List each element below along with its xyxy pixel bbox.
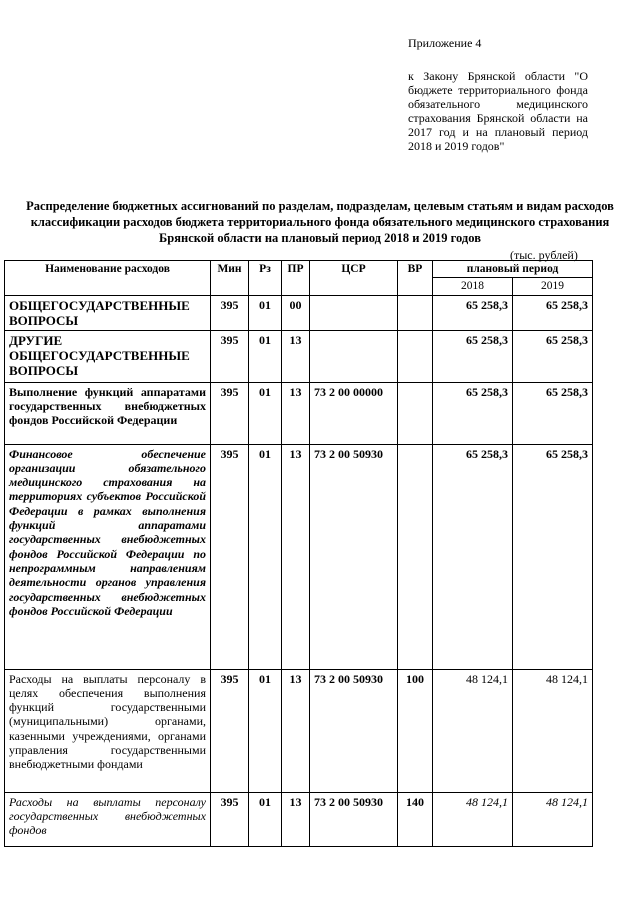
- appendix-label: Приложение 4: [408, 36, 482, 50]
- row-rz: 01: [249, 444, 282, 669]
- table-row: [5, 382, 593, 444]
- row-csr: [310, 330, 398, 382]
- row-pr: 13: [282, 382, 310, 444]
- row-pr: 13: [282, 444, 310, 669]
- row-value-2019: 65 258,3: [513, 295, 593, 330]
- table-row: [5, 330, 593, 382]
- row-min: 395: [211, 330, 249, 382]
- row-vr: [398, 330, 433, 382]
- row-rz: 01: [249, 669, 282, 792]
- header-pr: ПР: [282, 261, 310, 296]
- row-name: Расходы на выплаты персоналу государственных внебюджетных фондов: [5, 792, 211, 846]
- row-rz: 01: [249, 382, 282, 444]
- header-vr: ВР: [398, 261, 433, 296]
- row-min: 395: [211, 669, 249, 792]
- row-min: 395: [211, 792, 249, 846]
- row-vr: [398, 444, 433, 669]
- row-csr: 73 2 00 50930: [310, 669, 398, 792]
- row-value-2019: 65 258,3: [513, 444, 593, 669]
- header-planned-period: плановый период: [433, 261, 593, 278]
- row-name: ДРУГИЕ ОБЩЕГОСУДАРСТВЕННЫЕ ВОПРОСЫ: [5, 330, 211, 382]
- row-csr: [310, 295, 398, 330]
- row-value-2019: 48 124,1: [513, 669, 593, 792]
- row-pr: 13: [282, 669, 310, 792]
- row-value-2018: 65 258,3: [433, 444, 513, 669]
- row-vr: [398, 382, 433, 444]
- row-vr: [398, 295, 433, 330]
- row-min: 395: [211, 444, 249, 669]
- row-name: Выполнение функций аппаратами государственных внебюджетных фондов Российской Федерации: [5, 382, 211, 444]
- row-vr: 100: [398, 669, 433, 792]
- units-label: (тыс. рублей): [510, 248, 578, 262]
- row-rz: 01: [249, 792, 282, 846]
- table-row: [5, 295, 593, 330]
- row-name: Расходы на выплаты персоналу в целях обеспечения выполнения функций государственными (муниципальными) органами, казенными учреждениями, органами управления государственными внебюджетными фондами: [5, 669, 211, 792]
- table-row: [5, 669, 593, 792]
- row-value-2018: 65 258,3: [433, 330, 513, 382]
- row-value-2019: 48 124,1: [513, 792, 593, 846]
- row-name: Финансовое обеспечение организации обязательного медицинского страхования на территориях субъектов Российской Федерации в рамках выполнения функций аппаратами государственных внебюджетных фондов Российской Федерации по непрограммным направлениям деятельности органов управления государственных внебюджетных фондов Российской Федерации: [5, 444, 211, 669]
- row-value-2019: 65 258,3: [513, 330, 593, 382]
- budget-table: [4, 260, 593, 847]
- document-title: Распределение бюджетных ассигнований по разделам, подразделам, целевым статьям и видам расходов классификации расходов бюджета территориального фонда обязательного медицинского страхования Брянской области на плановый период 2018 и 2019 годов: [26, 199, 614, 245]
- row-value-2019: 65 258,3: [513, 382, 593, 444]
- row-name: ОБЩЕГОСУДАРСТВЕННЫЕ ВОПРОСЫ: [5, 295, 211, 330]
- row-pr: 00: [282, 295, 310, 330]
- row-pr: 13: [282, 792, 310, 846]
- appendix-reference: к Закону Брянской области "О бюджете территориального фонда обязательного медицинского страхования Брянской области на 2017 год и на плановый период 2018 и 2019 годов": [408, 69, 588, 153]
- header-name: Наименование расходов: [5, 261, 211, 296]
- row-rz: 01: [249, 330, 282, 382]
- row-csr: 73 2 00 50930: [310, 792, 398, 846]
- row-csr: 73 2 00 00000: [310, 382, 398, 444]
- row-min: 395: [211, 382, 249, 444]
- header-rz: Рз: [249, 261, 282, 296]
- row-pr: 13: [282, 330, 310, 382]
- row-value-2018: 48 124,1: [433, 669, 513, 792]
- row-csr: 73 2 00 50930: [310, 444, 398, 669]
- row-value-2018: 65 258,3: [433, 382, 513, 444]
- table-row: [5, 792, 593, 846]
- header-csr: ЦСР: [310, 261, 398, 296]
- header-year-2019: 2019: [513, 278, 593, 295]
- table-row: [5, 444, 593, 669]
- header-row: [5, 261, 593, 278]
- header-year-2018: 2018: [433, 278, 513, 295]
- appendix-block: [408, 36, 588, 153]
- row-value-2018: 65 258,3: [433, 295, 513, 330]
- row-rz: 01: [249, 295, 282, 330]
- header-min: Мин: [211, 261, 249, 296]
- row-value-2018: 48 124,1: [433, 792, 513, 846]
- row-min: 395: [211, 295, 249, 330]
- row-vr: 140: [398, 792, 433, 846]
